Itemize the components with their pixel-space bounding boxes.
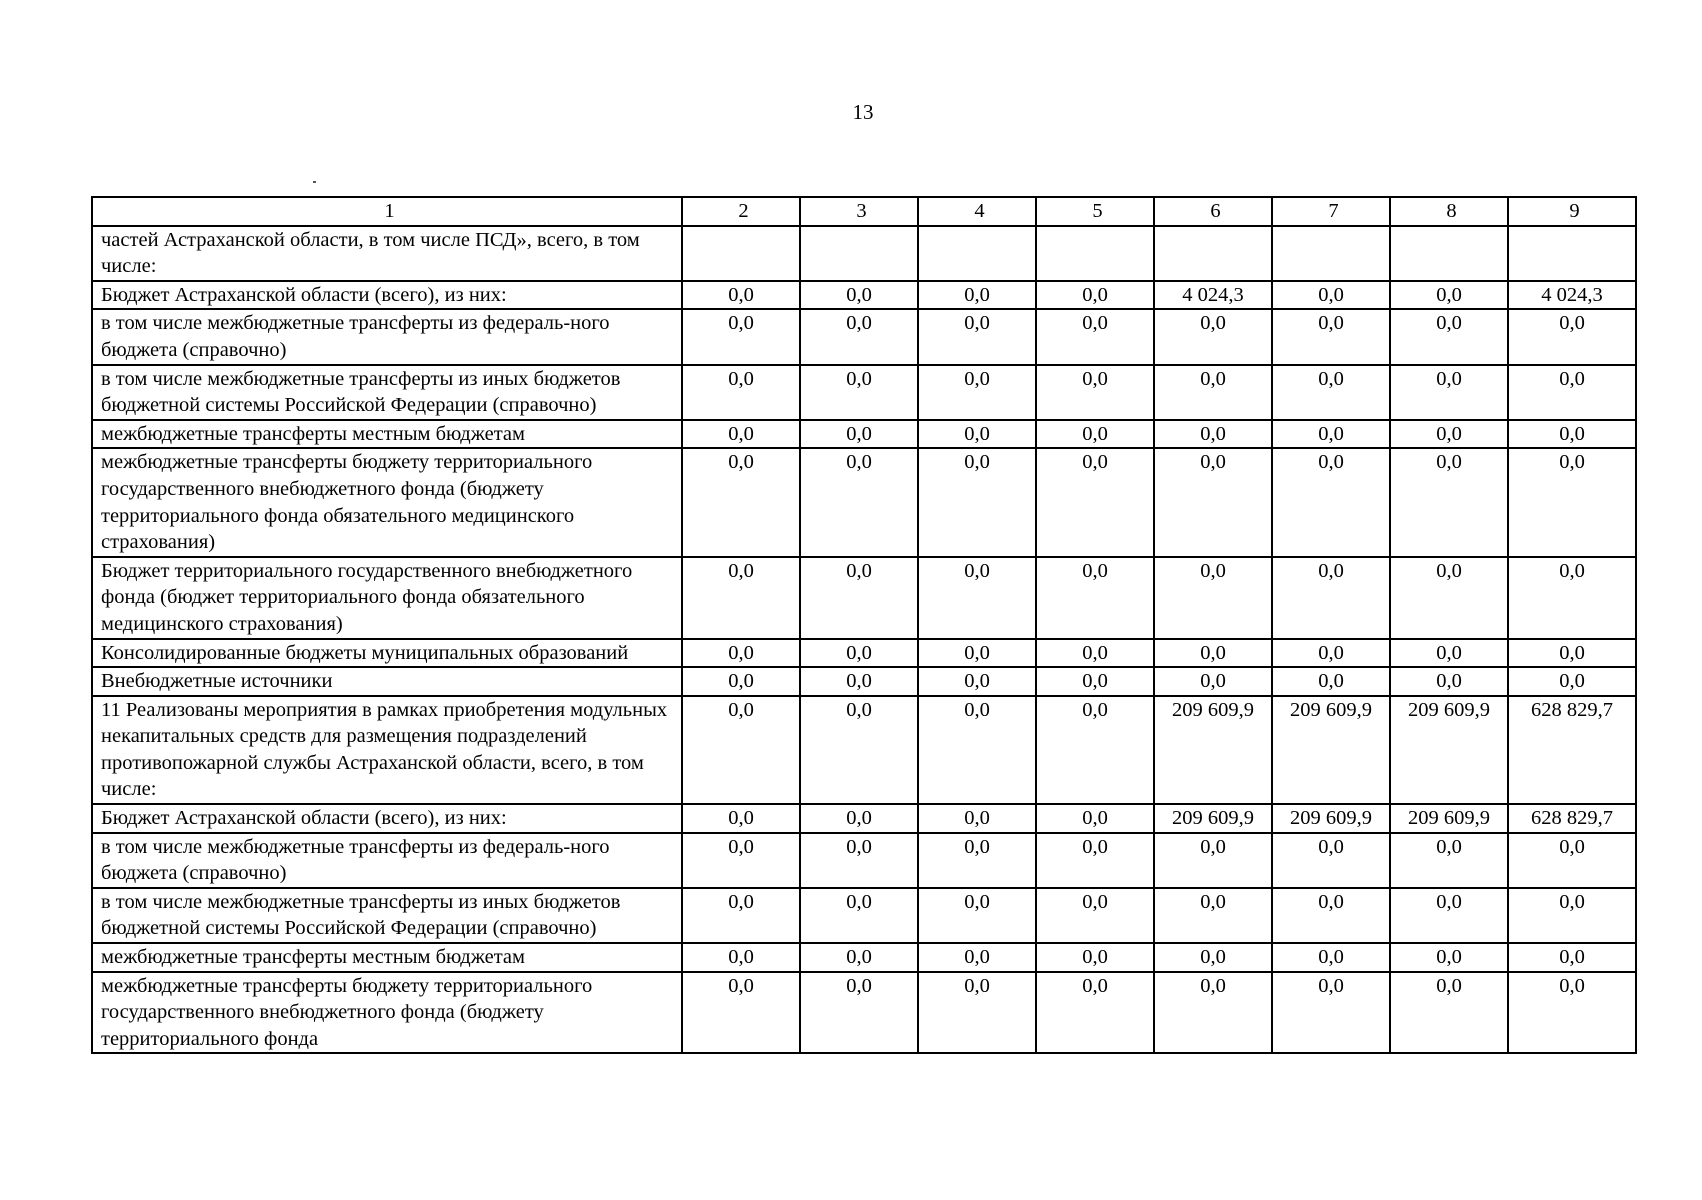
value-cell: 0,0 — [800, 309, 918, 364]
row-label: Консолидированные бюджеты муниципальных образований — [92, 639, 682, 668]
value-cell: 0,0 — [1508, 667, 1636, 696]
value-cell: 209 609,9 — [1272, 696, 1390, 804]
value-cell: 209 609,9 — [1272, 804, 1390, 833]
table-row — [92, 309, 1636, 364]
row-label: межбюджетные трансферты местным бюджетам — [92, 420, 682, 449]
value-cell: 0,0 — [1036, 639, 1154, 668]
value-cell: 0,0 — [918, 448, 1036, 556]
row-label: в том числе межбюджетные трансферты из федераль-ного бюджета (справочно) — [92, 833, 682, 888]
value-cell: 0,0 — [800, 365, 918, 420]
value-cell: 0,0 — [1508, 972, 1636, 1054]
value-cell: 0,0 — [1036, 888, 1154, 943]
value-cell: 0,0 — [1390, 557, 1508, 639]
value-cell: 0,0 — [1390, 667, 1508, 696]
value-cell: 0,0 — [1272, 667, 1390, 696]
value-cell: 0,0 — [1036, 804, 1154, 833]
value-cell: 0,0 — [1390, 420, 1508, 449]
value-cell — [1508, 226, 1636, 281]
value-cell: 0,0 — [918, 557, 1036, 639]
value-cell: 0,0 — [918, 639, 1036, 668]
value-cell — [918, 226, 1036, 281]
row-label: в том числе межбюджетные трансферты из иных бюджетов бюджетной системы Российской Федерации (справочно) — [92, 888, 682, 943]
value-cell: 209 609,9 — [1154, 696, 1272, 804]
table-row — [92, 972, 1636, 1054]
value-cell: 0,0 — [682, 557, 800, 639]
value-cell: 0,0 — [800, 557, 918, 639]
value-cell: 0,0 — [918, 943, 1036, 972]
value-cell: 0,0 — [1390, 309, 1508, 364]
table-row — [92, 696, 1636, 804]
table-row — [92, 448, 1636, 556]
column-header: 4 — [918, 197, 1036, 226]
value-cell: 0,0 — [1272, 972, 1390, 1054]
value-cell: 0,0 — [682, 420, 800, 449]
value-cell: 0,0 — [682, 833, 800, 888]
value-cell: 0,0 — [1272, 833, 1390, 888]
value-cell: 0,0 — [918, 833, 1036, 888]
value-cell: 0,0 — [918, 888, 1036, 943]
value-cell — [1272, 226, 1390, 281]
table-row — [92, 365, 1636, 420]
value-cell — [1390, 226, 1508, 281]
value-cell: 209 609,9 — [1390, 804, 1508, 833]
value-cell: 209 609,9 — [1390, 696, 1508, 804]
value-cell: 0,0 — [1154, 667, 1272, 696]
value-cell: 0,0 — [1154, 365, 1272, 420]
value-cell: 4 024,3 — [1508, 281, 1636, 310]
value-cell — [800, 226, 918, 281]
value-cell: 0,0 — [1508, 943, 1636, 972]
value-cell: 0,0 — [800, 281, 918, 310]
value-cell: 0,0 — [918, 281, 1036, 310]
table-row — [92, 943, 1636, 972]
row-label: межбюджетные трансферты бюджету территориального государственного внебюджетного фонда (бюджету территориального фонда обязательного медицинского страхования) — [92, 448, 682, 556]
column-header: 5 — [1036, 197, 1154, 226]
value-cell: 0,0 — [1390, 639, 1508, 668]
value-cell: 0,0 — [800, 833, 918, 888]
value-cell: 0,0 — [1272, 281, 1390, 310]
value-cell: 0,0 — [918, 365, 1036, 420]
value-cell: 0,0 — [1272, 943, 1390, 972]
value-cell — [1154, 226, 1272, 281]
value-cell: 0,0 — [1508, 833, 1636, 888]
value-cell: 0,0 — [1508, 448, 1636, 556]
value-cell: 0,0 — [1390, 833, 1508, 888]
value-cell — [682, 226, 800, 281]
table-row — [92, 226, 1636, 281]
value-cell: 0,0 — [1272, 365, 1390, 420]
value-cell: 0,0 — [1272, 448, 1390, 556]
value-cell: 0,0 — [1154, 943, 1272, 972]
value-cell: 0,0 — [918, 804, 1036, 833]
value-cell: 0,0 — [1154, 833, 1272, 888]
value-cell: 0,0 — [800, 972, 918, 1054]
value-cell: 0,0 — [1272, 557, 1390, 639]
column-header: 9 — [1508, 197, 1636, 226]
value-cell: 0,0 — [1390, 972, 1508, 1054]
value-cell: 0,0 — [918, 420, 1036, 449]
row-label: в том числе межбюджетные трансферты из федераль-ного бюджета (справочно) — [92, 309, 682, 364]
row-label: межбюджетные трансферты местным бюджетам — [92, 943, 682, 972]
value-cell: 0,0 — [918, 696, 1036, 804]
column-header: 2 — [682, 197, 800, 226]
value-cell: 0,0 — [800, 420, 918, 449]
value-cell: 0,0 — [1036, 448, 1154, 556]
value-cell: 0,0 — [1036, 365, 1154, 420]
row-label: частей Астраханской области, в том числе ПСД», всего, в том числе: — [92, 226, 682, 281]
value-cell: 0,0 — [800, 804, 918, 833]
value-cell: 0,0 — [682, 804, 800, 833]
value-cell: 0,0 — [682, 667, 800, 696]
value-cell: 0,0 — [1154, 639, 1272, 668]
value-cell: 0,0 — [1036, 833, 1154, 888]
value-cell: 0,0 — [918, 667, 1036, 696]
value-cell: 628 829,7 — [1508, 804, 1636, 833]
table-row — [92, 420, 1636, 449]
value-cell: 0,0 — [918, 309, 1036, 364]
value-cell: 209 609,9 — [1154, 804, 1272, 833]
value-cell: 0,0 — [918, 972, 1036, 1054]
value-cell: 0,0 — [1036, 281, 1154, 310]
value-cell: 0,0 — [1508, 888, 1636, 943]
value-cell: 0,0 — [1036, 943, 1154, 972]
value-cell: 0,0 — [1508, 309, 1636, 364]
row-label: Бюджет Астраханской области (всего), из них: — [92, 281, 682, 310]
value-cell: 0,0 — [1036, 696, 1154, 804]
value-cell: 0,0 — [1390, 448, 1508, 556]
value-cell: 0,0 — [1154, 972, 1272, 1054]
value-cell: 0,0 — [1272, 888, 1390, 943]
value-cell: 4 024,3 — [1154, 281, 1272, 310]
value-cell: 0,0 — [1154, 448, 1272, 556]
table-row — [92, 281, 1636, 310]
row-label: межбюджетные трансферты бюджету территориального государственного внебюджетного фонда (бюджету территориального фонда — [92, 972, 682, 1054]
value-cell: 0,0 — [1154, 557, 1272, 639]
value-cell: 0,0 — [1272, 309, 1390, 364]
value-cell: 0,0 — [682, 281, 800, 310]
value-cell: 0,0 — [682, 639, 800, 668]
column-header: 6 — [1154, 197, 1272, 226]
value-cell: 0,0 — [800, 667, 918, 696]
table-row — [92, 667, 1636, 696]
value-cell: 0,0 — [1036, 667, 1154, 696]
value-cell: 0,0 — [1036, 557, 1154, 639]
value-cell: 0,0 — [682, 943, 800, 972]
table-row — [92, 833, 1636, 888]
budget-table — [91, 196, 1637, 1054]
value-cell — [1036, 226, 1154, 281]
value-cell: 0,0 — [800, 888, 918, 943]
value-cell: 0,0 — [682, 448, 800, 556]
value-cell: 0,0 — [1036, 972, 1154, 1054]
row-label: 11 Реализованы мероприятия в рамках приобретения модульных некапитальных средств для размещения подразделений противопожарной службы Астраханской области, всего, в том числе: — [92, 696, 682, 804]
value-cell: 0,0 — [682, 888, 800, 943]
row-label: Бюджет Астраханской области (всего), из них: — [92, 804, 682, 833]
value-cell: 0,0 — [682, 309, 800, 364]
value-cell: 0,0 — [682, 972, 800, 1054]
value-cell: 0,0 — [682, 365, 800, 420]
table-row — [92, 804, 1636, 833]
scan-speck — [313, 181, 316, 183]
value-cell: 0,0 — [800, 448, 918, 556]
value-cell: 0,0 — [1390, 281, 1508, 310]
value-cell: 0,0 — [1508, 365, 1636, 420]
column-header: 3 — [800, 197, 918, 226]
value-cell: 0,0 — [1508, 557, 1636, 639]
value-cell: 0,0 — [1390, 888, 1508, 943]
table-row — [92, 557, 1636, 639]
value-cell: 0,0 — [1154, 888, 1272, 943]
column-header: 1 — [92, 197, 682, 226]
value-cell: 0,0 — [1390, 365, 1508, 420]
row-label: в том числе межбюджетные трансферты из иных бюджетов бюджетной системы Российской Федерации (справочно) — [92, 365, 682, 420]
value-cell: 0,0 — [1036, 309, 1154, 364]
value-cell: 0,0 — [800, 696, 918, 804]
value-cell: 0,0 — [1390, 943, 1508, 972]
table-row — [92, 639, 1636, 668]
value-cell: 0,0 — [800, 943, 918, 972]
column-header: 7 — [1272, 197, 1390, 226]
table-row — [92, 888, 1636, 943]
value-cell: 0,0 — [1272, 639, 1390, 668]
value-cell: 0,0 — [1508, 420, 1636, 449]
column-header: 8 — [1390, 197, 1508, 226]
row-label: Внебюджетные источники — [92, 667, 682, 696]
value-cell: 0,0 — [1036, 420, 1154, 449]
value-cell: 628 829,7 — [1508, 696, 1636, 804]
page-number: 13 — [852, 100, 874, 124]
value-cell: 0,0 — [800, 639, 918, 668]
table-header-row — [92, 197, 1636, 226]
value-cell: 0,0 — [1154, 309, 1272, 364]
value-cell: 0,0 — [1272, 420, 1390, 449]
value-cell: 0,0 — [1154, 420, 1272, 449]
value-cell: 0,0 — [1508, 639, 1636, 668]
value-cell: 0,0 — [682, 696, 800, 804]
row-label: Бюджет территориального государственного внебюджетного фонда (бюджет территориального фонда обязательного медицинского страхования) — [92, 557, 682, 639]
